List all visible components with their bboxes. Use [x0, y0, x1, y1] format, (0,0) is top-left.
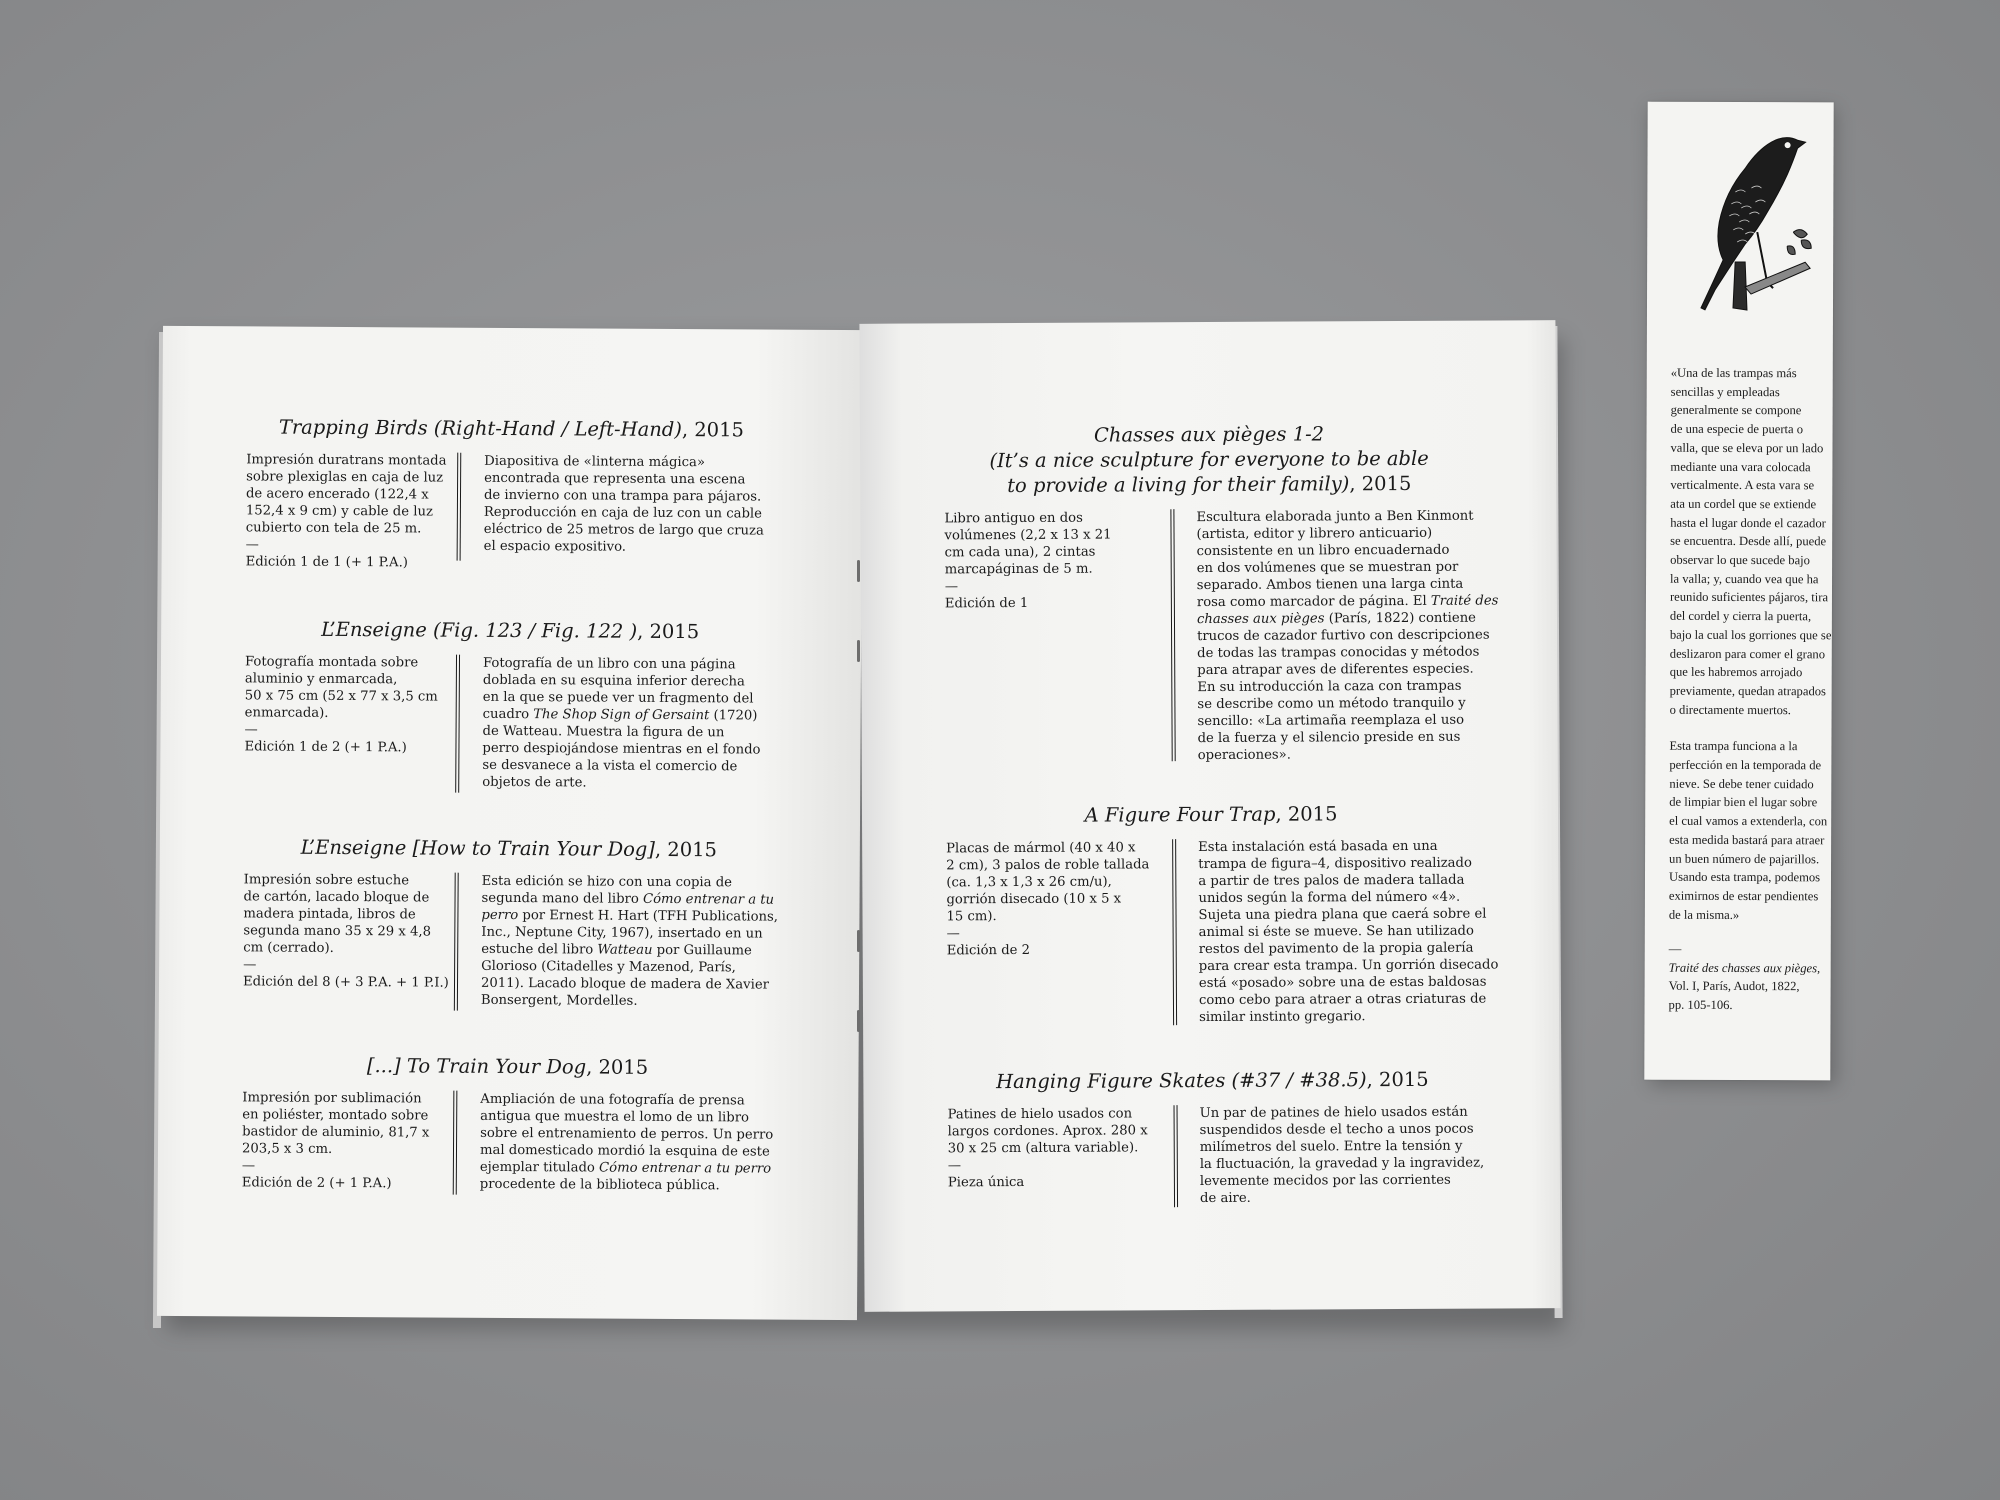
edition-label: Edición de 1 [944, 595, 1029, 612]
entry-specs: Patines de hielo usados con largos cordones. Aprox. 280 x 30 x 25 cm (altura variable). — Pieza única [947, 1106, 1148, 1191]
entry-title: [...] To Train Your Dog, 2015 [366, 1054, 649, 1079]
entry-title: L’Enseigne (Fig. 123 / Fig. 122 ), 2015 [321, 617, 700, 644]
entry-description: Escultura elaborada junto a Ben Kinmont (artista, editor y librero anticuario) consistente en un libro encuadernado en dos volúmenes que se muestran por separado. Ambos tienen una larga cinta rosa como marcador de página. El Traité des chasses aux pièges (París, 1822) contiene trucos de cazador furtivo con descripciones de todas las trampas conocidas y métodos para atrapar aves de diferentes especies. En su introducción la caza con trampas se describe como un método tranquilo y sencillo: «La artimaña reemplaza el uso de la fuerza y el silencio preside en sus operaciones». [1196, 508, 1499, 764]
double-rule [1174, 1105, 1179, 1207]
binding-stitch [857, 930, 860, 952]
entry-trapping-birds [245, 414, 777, 571]
edition-label: Edición del 8 (+ 3 P.A. + 1 P.I.) [242, 974, 449, 991]
entry-description: Ampliación de una fotografía de prensa antigua que muestra el lomo de un libro sobre el entrenamiento de perros. Un perro mal domesticado mordió la esquina de este ejemplar titulado Cómo entrenar a tu perro procedente de la biblioteca pública. [479, 1091, 774, 1194]
entry-description: Esta edición se hizo con una copia de segunda mano del libro Cómo entrenar a tu perro por Ernest H. Hart (TFH Publications, Inc., Neptune City, 1967), insertado en un estuche del libro Watteau por Guillaume Glorioso (Citadelles y Mazenod, París, 2011). Lacado bloque de madera de Xavier Bonsergent, Mordelles. [480, 873, 779, 1009]
entry-description: Esta instalación está basada en una trampa de figura–4, dispositivo realizado a partir de tres palos de madera tallada unidos según la forma del número «4». Sujeta una piedra plana que caerá sobre el animal si éste se mueve. Se han utilizado restos del pavimento de la propia galería para crear esta trampa. Un gorrión disecado está «posado» sobre una de estas baldosas como cebo para atraer a otras criaturas de similar instinto gregario. [1198, 838, 1499, 1026]
entry-specs: Impresión sobre estuche de cartón, lacado bloque de madera pintada, libros de segunda mano 35 x 29 x 4,8 cm (cerrado). — Edición del 8 (+ 3 P.A. + 1 P.I.) [242, 872, 449, 991]
edition-label: Edición 1 de 1 (+ 1 P.A.) [245, 554, 408, 571]
edition-label: Edición de 2 (+ 1 P.A.) [241, 1175, 392, 1192]
entry-chasses-aux-pieges [944, 421, 1499, 771]
entry-lenseigne-train [242, 834, 779, 1014]
double-rule [1172, 839, 1177, 1025]
entry-figure-four-trap [946, 801, 1499, 1031]
double-rule [455, 655, 460, 793]
entry-specs: Placas de mármol (40 x 40 x 2 cm), 3 palos de roble tallada (ca. 1,3 x 1,3 x 26 cm/u), gorrión disecado (10 x 5 x 15 cm). — Edición de 2 [946, 840, 1150, 959]
edition-label: Edición 1 de 2 (+ 1 P.A.) [244, 739, 407, 756]
binding-stitch [857, 560, 860, 582]
double-rule [457, 453, 462, 561]
double-rule [454, 873, 459, 1011]
entry-title: L’Enseigne [How to Train Your Dog], 2015 [300, 835, 718, 862]
entry-title: Hanging Figure Skates (#37 / #38.5), 2015 [996, 1067, 1429, 1094]
entry-description: Un par de patines de hielo usados están suspendidos desde el techo a unos pocos milímetros del suelo. Entre la tensión y la fluctuación, la gravedad y la ingravidez, levemente mecidos por las corrientes de aire. [1199, 1104, 1485, 1207]
binding-stitch [857, 640, 860, 662]
booklet-right-page [859, 320, 1560, 1312]
double-rule [453, 1091, 458, 1195]
entry-hanging-figure-skates [947, 1067, 1485, 1217]
entry-specs: Impresión duratrans montada sobre plexiglas en caja de luz de acero encerado (122,4 x 152,4 x 9 cm) y cable de luz cubierto con tela de 25 m. — Edición 1 de 1 (+ 1 P.A.) [245, 452, 447, 571]
entry-title: Trapping Birds (Right-Hand / Left-Hand), 2015 [278, 415, 745, 442]
entry-title: A Figure Four Trap, 2015 [1084, 802, 1338, 827]
entry-description: Diapositiva de «linterna mágica» encontrada que representa una escena de invierno con una trampa para pájaros. Reproducción en caja de luz con un cable eléctrico de 25 metros de largo que cruza el espacio expositivo. [483, 453, 764, 555]
entry-to-train-your-dog [242, 1052, 773, 1202]
bookmark-source: — Traité des chasses aux pièges, Vol. I, París, Audot, 1822, pp. 105-106. [1668, 941, 1821, 1013]
entry-specs: Impresión por sublimación en poliéster, montado sobre bastidor de aluminio, 81,7 x 203,5 x 3 cm. — Edición de 2 (+ 1 P.A.) [241, 1090, 430, 1192]
double-rule [1170, 509, 1175, 761]
binding-stitch [857, 1010, 860, 1032]
edition-label: Edición de 2 [946, 942, 1031, 959]
booklet-left-page [157, 326, 863, 1320]
entry-description: Fotografía de un libro con una página doblada en su esquina inferior derecha en la que se puede ver un fragmento del cuadro The Shop Sign of Gersaint (1720) de Watteau. Muestra la figura de un perro despiojándose mientras en el fondo se desvanece a la vista el comercio de objetos de arte. [482, 655, 761, 791]
bird-engraving-icon [1675, 112, 1826, 333]
bookmark-card [1644, 102, 1833, 1081]
entry-specs: Libro antiguo en dos volúmenes (2,2 x 13 x 21 cm cada una), 2 cintas marcapáginas de 5 m. — Edición de 1 [944, 510, 1112, 612]
edition-label: Pieza única [947, 1174, 1025, 1191]
bookmark-quote: «Una de las trampas más sencillas y empleadas generalmente se compone de una especie de puerta o valla, que se eleva por un lado mediante una vara colocada verticalmente. A esta vara se ata un cordel que se extiende hasta el lugar donde el cazador se encuentra. Desde allí, puede observar lo que sucede bajo la valla; y, cuando vea que ha reunido suficientes pájaros, tira del cordel y cierra la puerta, bajo la cual los gorriones que se deslizaron para comer el grano que les habremos arrojado previamente, quedan atrapados o directamente muertos. Esta trampa funciona a la perfección en la temporada de nieve. Se debe tener cuidado de limpiar bien el lugar sobre el cual vamos a extenderla, con esta medida bastará para atraer un buen número de pajarillos. Usando esta trampa, podemos eximirnos de estar pendientes de la misma.» [1668, 365, 1832, 922]
entry-title: Chasses aux pièges 1-2 (It’s a nice sculpture for everyone to be able to provide a living for their family), 2015 [989, 422, 1429, 498]
entry-specs: Fotografía montada sobre aluminio y enmarcada, 50 x 75 cm (52 x 77 x 3,5 cm enmarcada). — Edición 1 de 2 (+ 1 P.A.) [244, 654, 438, 756]
entry-lenseigne-fig [244, 616, 775, 796]
